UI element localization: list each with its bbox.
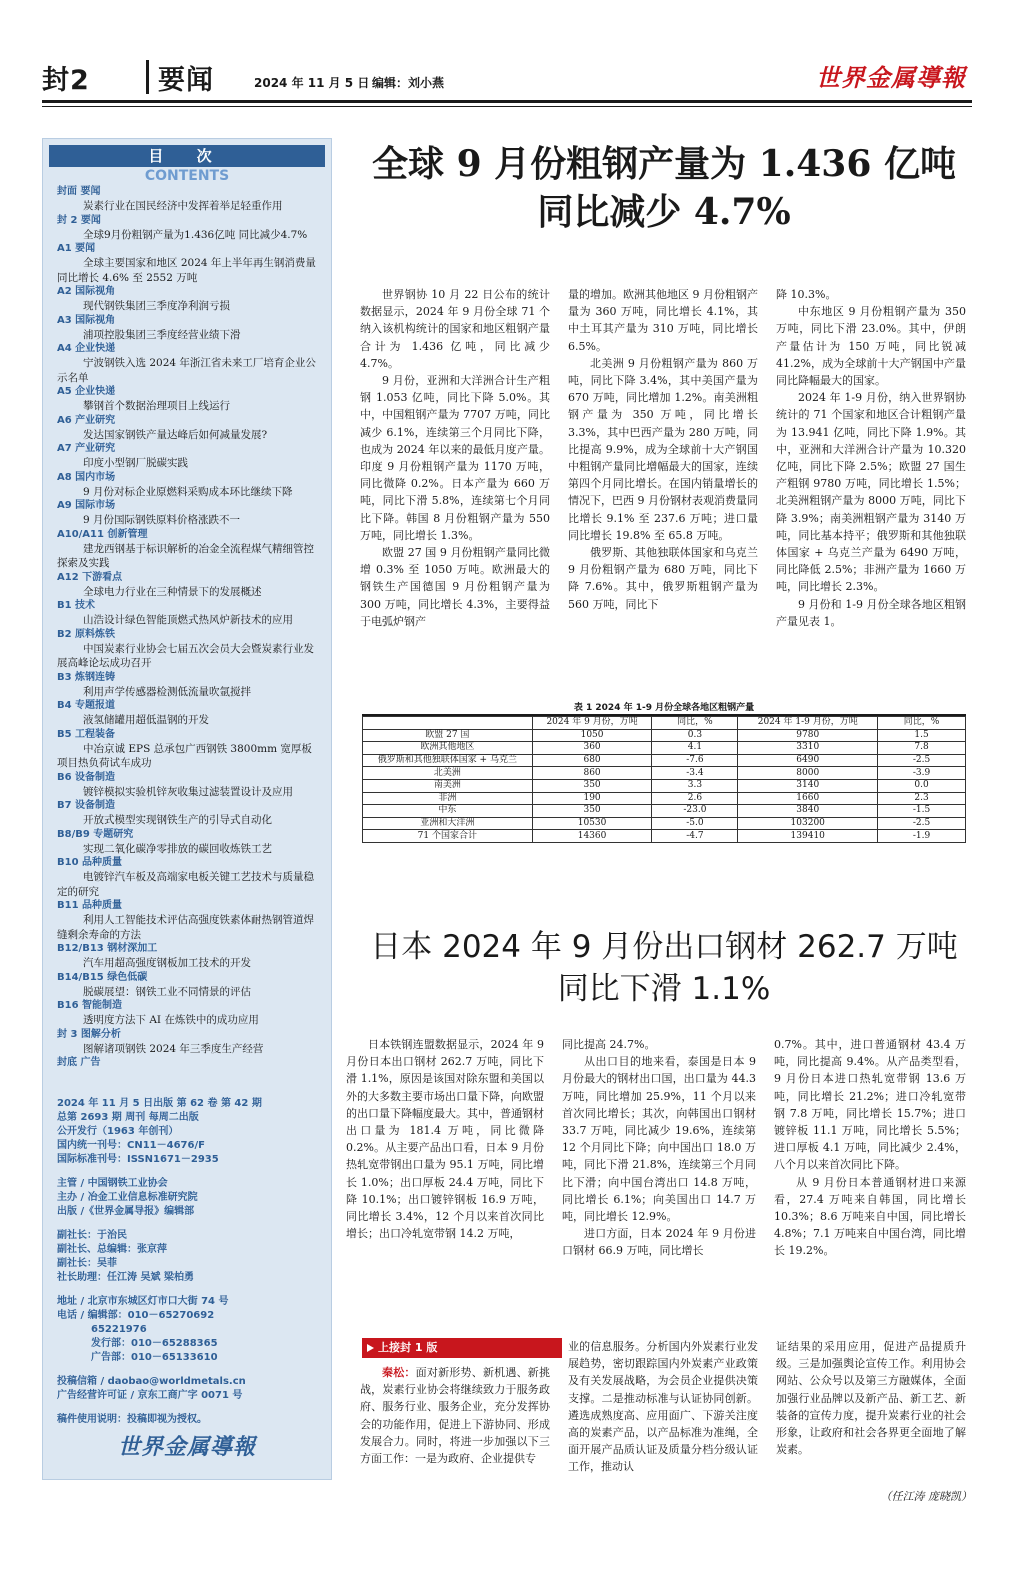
info-line: 主办 / 冶金工业信息标准研究院 <box>57 1192 198 1203</box>
info-line: 65221976 <box>91 1324 147 1335</box>
toc-section: B5 工程装备 <box>57 728 116 740</box>
editor-credit: 编辑：刘小燕 <box>372 76 445 90</box>
toc-item: 液氢储罐用超低温钢的开发 <box>83 714 209 726</box>
paragraph: 从出口目的地来看，泰国是日本 9 月份最大的钢材出口国，出口量为 44.3 万吨，同比增加 25.9%，11 个月以来首次同比增长；其次，向韩国出口钢材 33.7 万吨，同比减少 19.6%，连续第 12 个月同比下降；向中国出口 18.0 万吨，同比下滑 21.8%，连续第三个月同比下滑；向中国台湾出口 14.8 万吨，同比增长 6.1%；向美国出口 14.7 万吨，同比增长 12.9%。 <box>562 1055 756 1224</box>
info-line: 广告部：010－65133610 <box>91 1352 218 1363</box>
article2-column-3 <box>774 1036 966 1260</box>
table-header-row <box>363 717 966 730</box>
continued-column-2 <box>568 1338 758 1476</box>
table-cell: -23.0 <box>652 805 738 818</box>
continued-from-tag: 上接封 1 版 <box>362 1338 562 1358</box>
toc-item: 中冶京诚 EPS 总承包广西钢铁 3800mm 宽厚板项目热负荷试车成功 <box>57 742 312 769</box>
table-row <box>363 805 966 818</box>
article1-headline-line2: 同比减少 4.7% <box>537 191 791 233</box>
info-line: 电话 / 编辑部：010－65270692 <box>57 1310 215 1321</box>
toc-item: 山浩设计绿色智能顶燃式热风炉新技术的应用 <box>83 614 293 626</box>
table-cell: 0.3 <box>652 729 738 742</box>
article2-column-1 <box>346 1036 544 1242</box>
table-cell: 0.0 <box>878 779 966 792</box>
table-cell: 4.1 <box>652 742 738 755</box>
toc-section: 封底 广告 <box>57 1057 101 1068</box>
toc-section: B10 品种质量 <box>57 857 123 868</box>
table-header-cell: 同比，% <box>652 717 738 730</box>
paragraph: 同比提高 24.7%。 <box>562 1038 656 1051</box>
paragraph: 0.7%。其中，进口普通钢材 43.4 万吨，同比提高 9.4%。从产品类型看，9 月份日本进口热轧宽带钢 13.6 万吨，同比增长 21.2%；进口冷轧宽带钢 7.8 万吨，同比增长 15.7%；进口镀锌板 11.1 万吨，同比增长 5.5%；进口厚板 4.1 万吨，同比减少 2.4%，八个月以来首次同比下降。 <box>774 1038 966 1172</box>
toc-section: B16 智能制造 <box>57 1000 123 1011</box>
info-gap <box>57 1365 322 1375</box>
table-cell: -3.9 <box>878 767 966 780</box>
info-gap <box>57 1403 322 1413</box>
toc-section: 封面 要闻 <box>57 186 101 197</box>
table-cell: 3840 <box>738 805 878 818</box>
table-cell: 10530 <box>532 817 652 830</box>
table-cell: 103200 <box>738 817 878 830</box>
info-line: 稿件使用说明：投稿即视为授权。 <box>57 1414 207 1425</box>
toc-section: B3 炼钢连铸 <box>57 671 116 683</box>
paragraph: 世界钢协 10 月 22 日公布的统计数据显示，2024 年 9 月份全球 71 个纳入该机构统计的国家和地区粗钢产量合计为 1.436 亿吨，同比减少 4.7%。 <box>360 288 550 370</box>
article2-headline-line2: 同比下滑 1.1% <box>557 971 771 1007</box>
header-rule <box>42 100 972 103</box>
table-cell: 南美洲 <box>363 779 533 792</box>
table-cell: 非洲 <box>363 792 533 805</box>
table-cell: 3310 <box>738 742 878 755</box>
section-name: 要闻 <box>158 65 214 96</box>
table-row <box>363 830 966 843</box>
table-cell: 北美洲 <box>363 767 533 780</box>
table-cell: 139410 <box>738 830 878 843</box>
toc-item: 透明度方法下 AI 在炼铁中的成功应用 <box>83 1014 259 1026</box>
info-line: 副社长：吴菲 <box>57 1258 117 1269</box>
toc-item: 中国炭素行业协会七届五次会员大会暨炭素行业发展高峰论坛成功召开 <box>57 642 314 669</box>
table-cell: 860 <box>532 767 652 780</box>
table-cell: -4.7 <box>652 830 738 843</box>
continued-text-1: 面对新形势、新机遇、新挑战，炭素行业协会将继续致力于服务政府、服务行业、服务企业，充分发挥协会的功能作用，促进上下游协同、形成发展合力。同时，将进一步加强以下三方面工作：一是为政府、企业提供专 <box>360 1366 551 1466</box>
table-cell: 71 个国家合计 <box>363 830 533 843</box>
paragraph: 从 9 月份日本普通钢材进口来源看，27.4 万吨来自韩国，同比增长 10.3%；8.6 万吨来自中国，同比增长 4.8%；7.1 万吨来自中国台湾，同比增长 19.2%。 <box>774 1175 966 1258</box>
table-cell: 360 <box>532 742 652 755</box>
issue-date: 2024 年 11 月 5 日 <box>254 76 370 90</box>
toc-section: A6 产业研究 <box>57 414 116 426</box>
toc-section: A7 产业研究 <box>57 443 116 454</box>
table-cell: 1.5 <box>878 729 966 742</box>
table-row <box>363 779 966 792</box>
info-line: 副社长：于治民 <box>57 1230 127 1241</box>
paragraph: 进口方面，日本 2024 年 9 月份进口钢材 66.9 万吨，同比增长 <box>562 1227 756 1258</box>
toc-section: B12/B13 钢材深加工 <box>57 943 158 954</box>
info-line: 2024 年 11 月 5 日出版 第 62 卷 第 42 期 <box>57 1098 262 1109</box>
toc-item: 镀锌模拟实验机锌灰收集过滤装置设计及应用 <box>83 785 293 798</box>
table-cell: 14360 <box>532 830 652 843</box>
contents-title: 目 次 <box>49 145 325 167</box>
paragraph: 中东地区 9 月份粗钢产量为 350 万吨，同比下滑 23.0%。其中，伊朗产量估计为 150 万吨，同比锐减 41.2%，成为全球前十大产钢国中产量同比降幅最大的国家。 <box>776 305 966 388</box>
toc-item: 9 月份对标企业原燃料采购成本环比继续下降 <box>83 485 293 498</box>
table-cell: 欧盟 27 国 <box>363 729 533 742</box>
info-line: 投稿信箱 / daobao@worldmetals.cn <box>57 1376 246 1387</box>
continued-column-1 <box>360 1364 550 1467</box>
toc-item: 建龙西钢基于标识解析的冶金全流程煤气精细管控探索及实践 <box>57 542 314 569</box>
toc-item: 炭素行业在国民经济中发挥着举足轻重作用 <box>83 200 283 212</box>
table-cell: -1.5 <box>878 805 966 818</box>
contents-subtitle: CONTENTS <box>144 168 230 184</box>
contents-sidebar <box>42 138 332 1480</box>
toc-section: A8 国内市场 <box>57 471 116 483</box>
toc-item: 发达国家钢铁产量达峰后如何减量发展? <box>83 428 268 441</box>
toc-item: 全球9月份粗钢产量为1.436亿吨 同比减少4.7% <box>83 228 308 241</box>
toc-item: 现代钢铁集团三季度净利润亏损 <box>83 300 230 312</box>
toc-section: 封 3 图解分析 <box>57 1028 121 1040</box>
info-line: 出版 /《世界金属导报》编辑部 <box>57 1206 195 1217</box>
table-cell: -7.6 <box>652 754 738 767</box>
paragraph: 9 月份，亚洲和大洋洲合计生产粗钢 1.053 亿吨，同比下降 5.0%。其中，中国粗钢产量为 7707 万吨，同比减少 6.1%，连续第三个月同比下降，也成为 2024 年以来的最低月度产量。印度 9 月份粗钢产量为 1170 万吨，同比微降 0.2%。日本产量为 660 万吨，同比下滑 5.8%，连续第七个月同比下降。韩国 8 月份粗钢产量为 550 万吨，同比增长 1.3%。 <box>360 374 550 542</box>
info-line: 发行部：010－65288365 <box>91 1338 218 1349</box>
paragraph: 日本铁钢连盟数据显示，2024 年 9 月份日本出口钢材 262.7 万吨，同比下滑 1.1%，原因是该国对除东盟和美国以外的大多数主要市场出口量下降，向欧盟的出口量下降幅度最大。其中，普通钢材出口量为 181.4 万吨，同比微降 0.2%。从主要产品出口看，日本 9 月份热轧宽带钢出口量为 95.1 万吨，同比增长 1.0%；出口厚板 24.4 万吨，同比下降 10.1%；出口镀锌钢板 16.9 万吨，同比增长 3.4%，12 个月以来首次同比增长；出口冷轧宽带钢 14.2 万吨， <box>346 1038 544 1241</box>
header-divider <box>146 60 149 94</box>
table-header-cell: 2024 年 9 月份，万吨 <box>532 717 652 730</box>
toc-section: B14/B15 绿色低碳 <box>57 971 148 983</box>
article1-column-3 <box>776 286 966 630</box>
table-row <box>363 817 966 830</box>
toc-item: 脱碳展望：钢铁工业不同情景的评估 <box>83 985 251 998</box>
table-of-contents <box>43 185 331 1070</box>
table-header-cell: 2024 年 1-9 月份，万吨 <box>738 717 878 730</box>
toc-section: A2 国际视角 <box>57 286 116 297</box>
info-line: 公开发行（1963 年创刊） <box>57 1126 179 1137</box>
steel-output-table <box>362 716 966 843</box>
paragraph: 俄罗斯、其他独联体国家和乌克兰 9 月份粗钢产量为 680 万吨，同比下降 7.6%。其中，俄罗斯粗钢产量为 560 万吨，同比下 <box>568 546 758 611</box>
table-cell: 350 <box>532 805 652 818</box>
info-line: 副社长、总编辑：张京萍 <box>57 1244 167 1255</box>
toc-section: B7 设备制造 <box>57 800 116 811</box>
toc-section: B2 原料炼铁 <box>57 628 116 640</box>
table-cell: 俄罗斯和其他独联体国家 + 乌克兰 <box>363 754 533 767</box>
toc-section: A9 国际市场 <box>57 500 116 511</box>
toc-item: 利用声学传感器检测低流量吹氩搅拌 <box>83 685 251 698</box>
toc-item: 电镀锌汽车板及高端家电板关键工艺技术与质量稳定的研究 <box>57 871 314 898</box>
info-gap <box>57 1219 322 1229</box>
page-number: 封2 <box>42 65 90 96</box>
toc-item: 印度小型钢厂脱碳实践 <box>83 457 188 469</box>
paragraph: 欧盟 27 国 9 月份粗钢产量同比微增 0.3% 至 1050 万吨。欧洲最大的钢铁生产国德国 9 月份粗钢产量为 300 万吨，同比增长 4.3%，主要得益于电弧炉钢产 <box>360 546 550 628</box>
table-cell: -2.5 <box>878 754 966 767</box>
table-cell: 6490 <box>738 754 878 767</box>
table-cell: 中东 <box>363 805 533 818</box>
toc-section: A1 要闻 <box>57 243 96 254</box>
toc-section: A10/A11 创新管理 <box>57 528 148 540</box>
masthead-logo: 世界金属導報 <box>816 63 966 92</box>
info-gap <box>57 1167 322 1177</box>
toc-item: 全球主要国家和地区 2024 年上半年再生钢消费量同比增长 4.6% 至 2552 万吨 <box>57 257 316 284</box>
toc-item: 利用人工智能技术评估高强度铁素体耐热钢管道焊缝剩余寿命的方法 <box>57 914 314 941</box>
toc-section: B6 设备制造 <box>57 771 116 783</box>
toc-section: A3 国际视角 <box>57 314 116 326</box>
info-line: 社长助理：任江涛 吴斌 梁柏勇 <box>57 1272 194 1283</box>
toc-item: 浦项控股集团三季度经营业绩下滑 <box>83 328 241 341</box>
paragraph: 北美洲 9 月份粗钢产量为 860 万吨，同比下降 3.4%，其中美国产量为 670 万吨，同比增加 1.2%。南美洲粗钢产量为 350 万吨，同比增长 3.3%，其中巴西产量为 280 万吨，同比提高 9.9%，成为全球前十大产钢国中粗钢产量同比增幅最大的国家，连续第四个月同比增长。在国内销量增长的情况下，巴西 9 月份钢材表观消费量同比增长 9.1% 至 237.6 万吨；进口量同比增长 19.8% 至 65.8 万吨。 <box>568 356 758 542</box>
table-cell: -5.0 <box>652 817 738 830</box>
table-cell: 3140 <box>738 779 878 792</box>
info-gap <box>57 1285 322 1295</box>
toc-item: 开放式模型实现钢铁生产的引导式自动化 <box>83 814 272 826</box>
toc-section: A4 企业快递 <box>57 343 116 354</box>
table-cell: 2.3 <box>878 792 966 805</box>
table-cell: -2.5 <box>878 817 966 830</box>
table-cell: 7.8 <box>878 742 966 755</box>
toc-item: 宁波钢铁入选 2024 年浙江省未来工厂培育企业公示名单 <box>57 357 316 384</box>
table-header-cell: 同比，% <box>878 717 966 730</box>
continued-column-3 <box>776 1338 966 1458</box>
table-cell: 欧洲其他地区 <box>363 742 533 755</box>
table-row <box>363 767 966 780</box>
table-cell: 1660 <box>738 792 878 805</box>
table-cell: 9780 <box>738 729 878 742</box>
byline: （任江涛 庞晓凯） <box>880 1490 972 1503</box>
info-line: 总第 2693 期 周刊 每周二出版 <box>57 1112 199 1123</box>
info-line: 国内统一刊号：CN11－4676/F <box>57 1140 205 1151</box>
toc-item: 汽车用超高强度钢板加工技术的开发 <box>83 957 251 969</box>
toc-section: B1 技术 <box>57 600 96 611</box>
table-cell: -3.4 <box>652 767 738 780</box>
table-cell: 680 <box>532 754 652 767</box>
table-cell: 1050 <box>532 729 652 742</box>
article1-headline <box>356 140 972 236</box>
sidebar-logo: 世界金属導報 <box>117 1434 256 1460</box>
toc-item: 实现二氧化碳净零排放的碳回收炼铁工艺 <box>83 842 272 855</box>
info-line: 国际标准刊号：ISSN1671－2935 <box>57 1154 219 1165</box>
toc-item: 全球电力行业在三种情景下的发展概述 <box>83 585 262 598</box>
table-header-cell <box>363 717 533 730</box>
table-row <box>363 754 966 767</box>
paragraph: 9 月份和 1-9 月份全球各地区粗钢产量见表 1。 <box>776 597 966 628</box>
table-row <box>363 729 966 742</box>
paragraph: 2024 年 1-9 月份，纳入世界钢协统计的 71 个国家和地区合计粗钢产量为 13.941 亿吨，同比下降 1.9%。其中，亚洲和大洋洲合计产量为 10.320 亿吨，同比下降 2.5%；欧盟 27 国生产粗钢 9780 万吨，同比增长 1.5%；北美洲粗钢产量为 8000 万吨，同比下降 3.9%；南美洲粗钢产量为 3140 万吨，同比基本持平；俄罗斯和其他独联体国家 + 乌克兰产量为 6490 万吨，同比降低 2.5%；非洲产量为 1660 万吨，同比增长 2.3%。 <box>776 391 966 594</box>
article1-column-1 <box>360 286 550 630</box>
table-cell: 亚洲和大洋洲 <box>363 817 533 830</box>
table-cell: 8000 <box>738 767 878 780</box>
publication-info <box>57 1097 322 1427</box>
article2-headline-line1: 日本 2024 年 9 月份出口钢材 262.7 万吨 <box>370 929 958 965</box>
table-cell: -1.9 <box>878 830 966 843</box>
article2-column-2 <box>562 1036 756 1260</box>
page-header <box>42 56 972 100</box>
info-line: 主管 / 中国钢铁工业协会 <box>57 1178 168 1189</box>
info-line: 地址 / 北京市东城区灯市口大街 74 号 <box>57 1296 229 1307</box>
header-rule-thin <box>42 106 972 107</box>
info-line: 广告经营许可证 / 京东工商广字 0071 号 <box>57 1390 243 1401</box>
table-caption: 表 1 2024 年 1-9 月份全球各地区粗钢产量 <box>573 703 755 713</box>
toc-section: A5 企业快递 <box>57 386 116 397</box>
speaker-name: 秦松： <box>382 1366 416 1379</box>
toc-section: B8/B9 专题研究 <box>57 828 134 840</box>
toc-section: A12 下游看点 <box>57 571 123 583</box>
paragraph: 降 10.3%。 <box>776 288 837 301</box>
table-cell: 350 <box>532 779 652 792</box>
toc-item: 9 月份国际钢铁原料价格涨跌不一 <box>83 514 241 526</box>
table-row <box>363 792 966 805</box>
toc-item: 攀钢首个数据治理项目上线运行 <box>83 400 230 412</box>
toc-section: B4 专题报道 <box>57 700 116 711</box>
continued-text-3: 证结果的采用应用，促进产品提质升级。三是加强舆论宣传工作。利用协会网站、公众号以及第三方融媒体，全面加强行业品牌以及新产品、新工艺、新装备的宣传力度，提升炭素行业的社会形象，让政府和社会各界更全面地了解炭素。 <box>776 1340 966 1457</box>
toc-section: 封 2 要闻 <box>57 214 101 226</box>
continued-text-2: 业的信息服务。分析国内外炭素行业发展趋势，密切跟踪国内外炭素产业政策及有关发展战略，为会员企业提供决策支撑。二是推动标准与认证协同创新。遴选成熟度高、应用面广、下游关注度高的炭素产品，以产品标准为准绳，全面开展产品质认证及质量分档分级认证工作，推动认 <box>568 1340 758 1474</box>
table-cell: 190 <box>532 792 652 805</box>
toc-section: B11 品种质量 <box>57 900 123 911</box>
table-row <box>363 742 966 755</box>
article2-headline <box>356 926 972 1010</box>
article1-column-2 <box>568 286 758 613</box>
article1-headline-line1: 全球 9 月份粗钢产量为 1.436 亿吨 <box>372 143 956 185</box>
table-cell: 3.3 <box>652 779 738 792</box>
table-cell: 2.6 <box>652 792 738 805</box>
toc-item: 图解诸项钢铁 2024 年三季度生产经营 <box>83 1042 264 1055</box>
paragraph: 量的增加。欧洲其他地区 9 月份粗钢产量为 360 万吨，同比增长 4.1%，其中土耳其产量为 310 万吨，同比增长 6.5%。 <box>568 288 758 353</box>
